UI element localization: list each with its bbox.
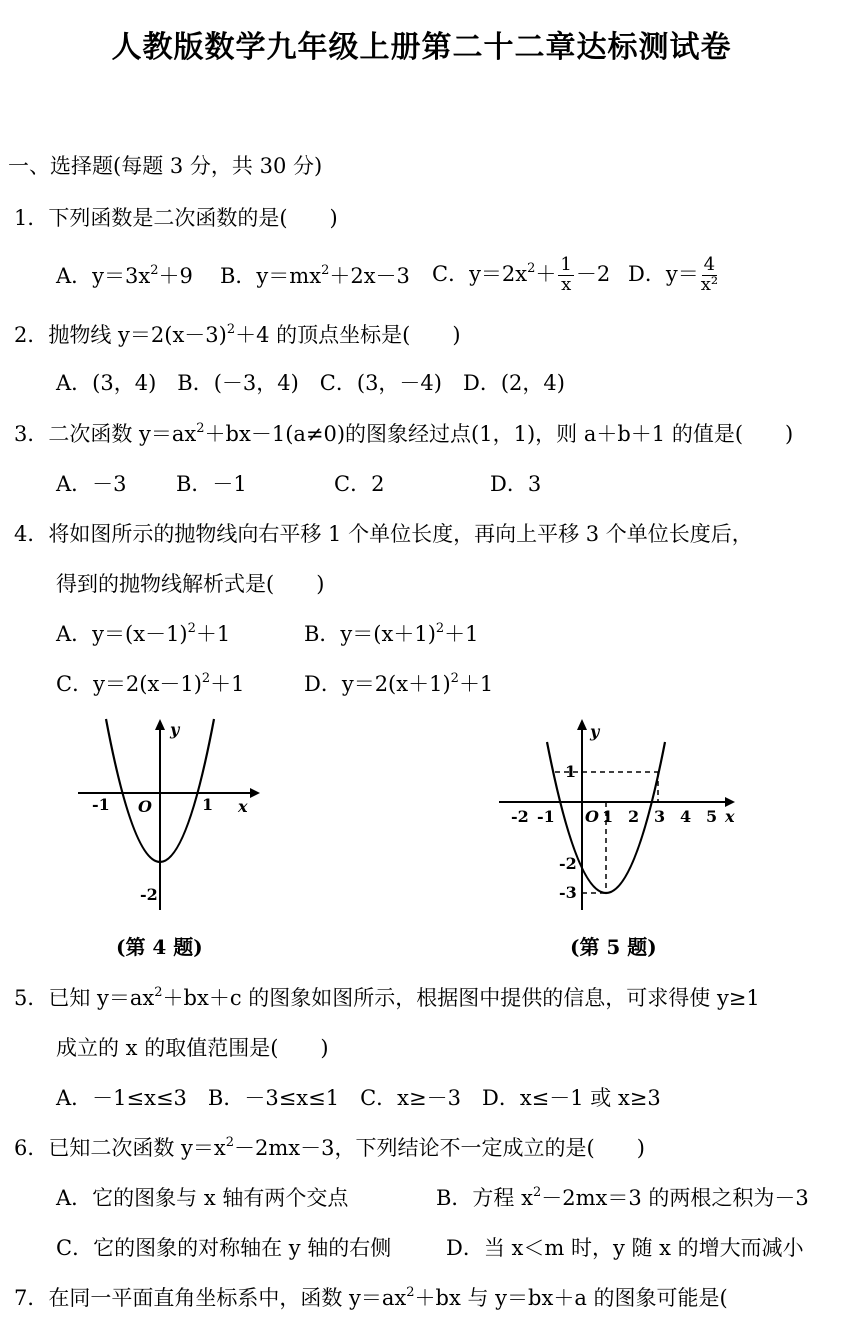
figure-4-label-pos1: 1	[202, 795, 214, 814]
question-1-option-d: D．y＝ $\frac{4}{\text{x²}}$	[628, 254, 719, 295]
question-2-stem: 2．抛物线 $y=2(x-3)^2+4$ 的顶点坐标是( )	[14, 322, 461, 347]
figure-5-tick-5: 5	[706, 807, 718, 826]
question-3-option-b: B．－1	[176, 472, 247, 496]
question-4-option-d: D．$y=2(x+1)^2+1$	[304, 671, 494, 696]
question-7-stem: 7．在同一平面直角坐标系中，函数 $y=ax^2+bx$ 与 y＝bx＋a 的图象可能是(	[14, 1285, 728, 1310]
question-3-option-a: A．－3	[56, 472, 127, 496]
fraction-4-over-x2: $\frac{4}{\text{x²}}$	[700, 254, 719, 295]
figure-4-label-neg1: -1	[92, 795, 110, 814]
question-4-stem-line1: 4．将如图所示的抛物线向右平移 1 个单位长度，再向上平移 3 个单位长度后，	[14, 522, 753, 546]
question-6-stem: 6．已知二次函数 $y=x^2-2mx-3$，下列结论不一定成立的是( )	[14, 1135, 645, 1160]
figure-5-tick-4: 4	[680, 807, 692, 826]
figure-5-tick-2: 2	[628, 807, 640, 826]
question-1-option-b: B．$y=mx^2+2x-3$	[220, 263, 410, 288]
figure-5-label-y: y	[590, 722, 600, 741]
question-6-option-c: C．它的图象的对称轴在 y 轴的右侧	[56, 1236, 392, 1260]
question-4-stem-line2: 得到的抛物线解析式是( )	[56, 572, 325, 596]
question-4-option-a: A．$y=(x-1)^2+1$	[56, 621, 231, 646]
question-5-stem-line1: 5．已知 $y=ax^2+bx+c$ 的图象如图所示，根据图中提供的信息，可求得使 y≥1	[14, 985, 760, 1010]
question-3-stem: 3．二次函数 $y=ax^2+bx-1(a\ne 0)$的图象经过点(1，1)，则 a＋b＋1 的值是( )	[14, 421, 794, 446]
figure-4-label-neg2: -2	[140, 885, 158, 904]
figure-5-tick-y-neg3: -3	[559, 883, 577, 902]
figure-5-label-origin: O	[585, 807, 599, 826]
figure-4-x-arrow	[250, 788, 260, 798]
question-4-option-c: C．$y=2(x-1)^2+1$	[56, 671, 245, 696]
figure-4-caption: (第 4 题)	[116, 935, 203, 959]
figure-5-graph	[495, 715, 745, 915]
question-5-options: A．－1≤x≤3 B．－3≤x≤1 C．x≥－3 D．x≤－1 或 x≥3	[56, 1086, 661, 1110]
figure-5-tick-3: 3	[654, 807, 666, 826]
question-3-option-d: D．3	[490, 472, 542, 496]
figure-5-caption: (第 5 题)	[570, 935, 657, 959]
question-5-stem-line2: 成立的 x 的取值范围是( )	[56, 1036, 329, 1060]
question-1-option-c: C．$y=2x^2+$ $\frac{1}{x}$ －2	[432, 254, 611, 295]
question-6-option-b: B．方程 $x^2-2mx=3$ 的两根之积为－3	[436, 1185, 809, 1210]
figure-4-y-arrow	[155, 719, 165, 730]
section-heading: 一、选择题(每题 3 分，共 30 分)	[8, 154, 323, 178]
fraction-1-over-x: $\frac{1}{x}$	[560, 254, 572, 295]
figure-4-graph	[70, 715, 270, 915]
figure-5-tick-y-neg2: -2	[559, 854, 577, 873]
figure-5-label-one: 1	[565, 762, 577, 781]
figure-4-label-y: y	[170, 720, 180, 739]
question-2-options: A．(3，4) B．(－3，4) C．(3，－4) D．(2，4)	[56, 371, 565, 395]
figure-5-tick-neg1: -1	[537, 807, 555, 826]
question-1-stem: 1．下列函数是二次函数的是( )	[14, 206, 338, 230]
question-6-option-a: A．它的图象与 x 轴有两个交点	[56, 1186, 349, 1210]
figure-5-x-arrow	[725, 797, 735, 807]
figure-5-tick-neg2: -2	[511, 807, 529, 826]
question-1-option-a: A．$y=3x^2+9$	[56, 263, 193, 288]
figure-5-tick-1: 1	[602, 807, 614, 826]
figure-5-label-x: x	[725, 807, 735, 826]
question-4-option-b: B．$y=(x+1)^2+1$	[304, 621, 479, 646]
figure-5-y-arrow	[577, 719, 587, 730]
question-6-option-d: D．当 x＜m 时，y 随 x 的增大而减小	[446, 1236, 804, 1260]
page-title: 人教版数学九年级上册第二十二章达标测试卷	[111, 30, 732, 65]
question-3-option-c: C．2	[334, 472, 385, 496]
figure-4-label-origin: O	[138, 797, 152, 816]
figure-4-label-x: x	[238, 797, 248, 816]
